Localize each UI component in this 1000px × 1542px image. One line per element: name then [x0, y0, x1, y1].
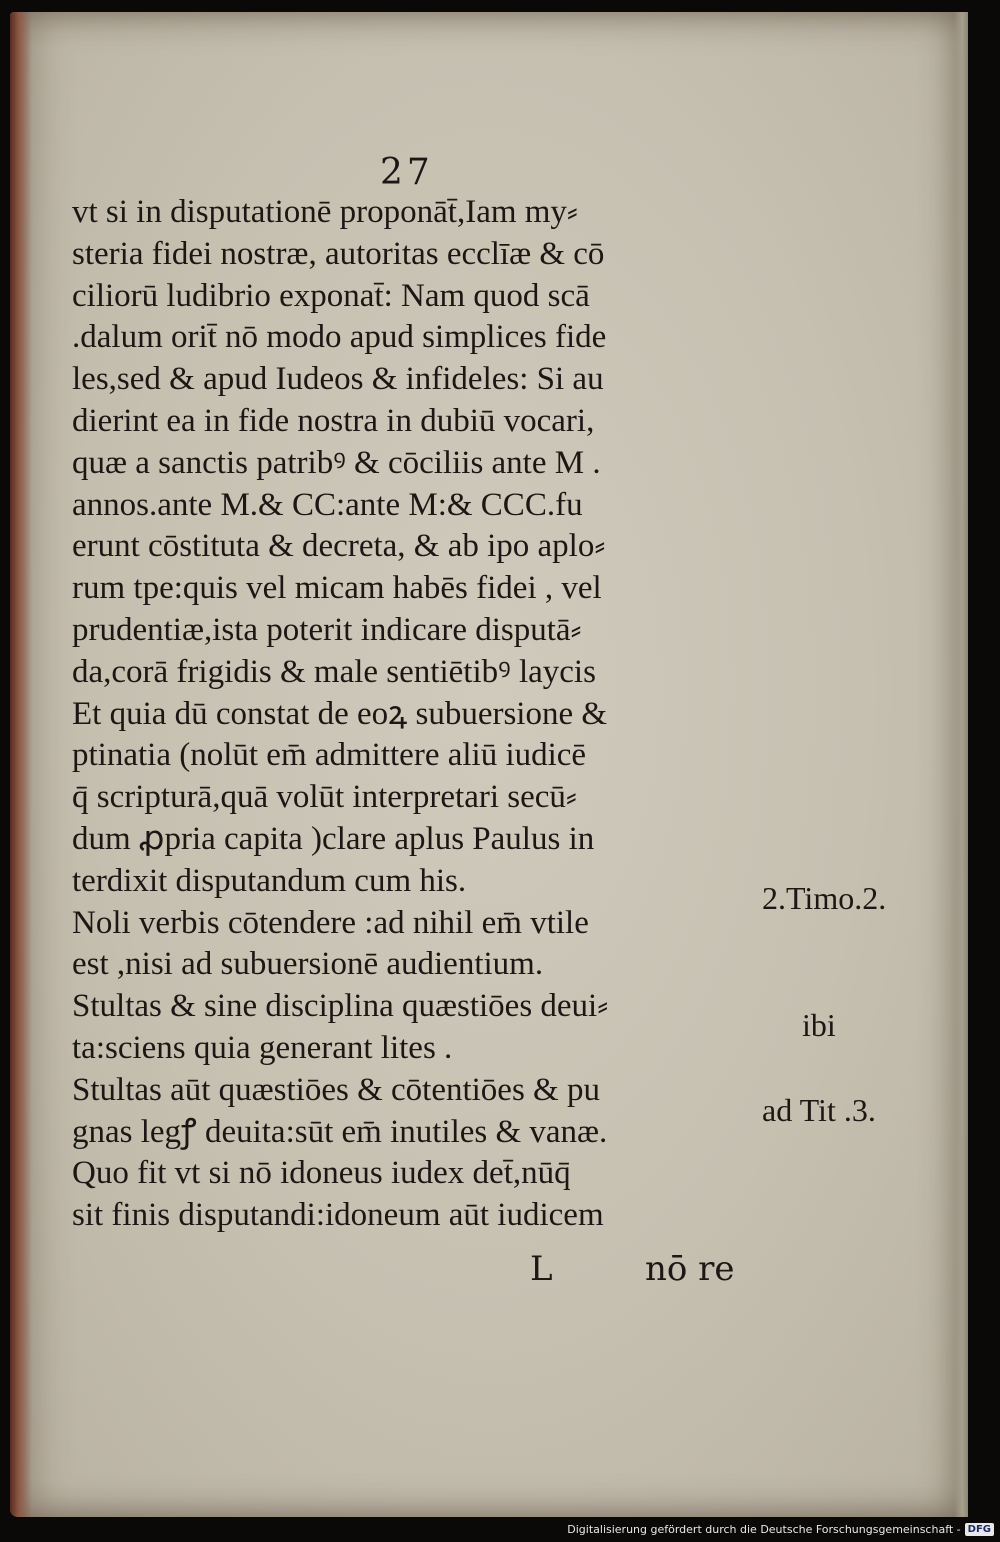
page-edge-shadow — [954, 12, 968, 1517]
text-line: ciliorū ludibrio exponat̄: Nam quod scā — [72, 277, 590, 314]
text-line: Quo fit vt si nō idoneus iudex det̄,nūq̄ — [72, 1155, 571, 1192]
text-line: dum ꝓpria capita )clare aplus Paulus in — [72, 820, 595, 857]
page-number: 27 — [380, 152, 434, 193]
text-line: sit finis disputandi:idoneum aūt iudicem — [72, 1197, 604, 1234]
text-line: est ,nisi ad subuersionē audientium. — [72, 946, 544, 983]
credit-text: Digitalisierung gefördert durch die Deutsche Forschungsgemeinschaft - — [567, 1523, 961, 1536]
text-line: .dalum orit̄ nō modo apud simplices fide — [72, 319, 607, 356]
dfg-logo: DFG — [965, 1523, 994, 1536]
signature-mark: L — [530, 1249, 553, 1289]
margin-note-titus: ad Tit .3. — [762, 1092, 876, 1128]
text-line: Noli verbis cōtendere :ad nihil em̄ vtile — [72, 904, 589, 941]
text-line: Stultas aūt quæstiōes & cōtentiōes & pu — [72, 1071, 600, 1108]
book-page — [10, 12, 968, 1517]
text-line: terdixit disputandum cum his. — [72, 862, 467, 899]
text-line: Stultas & sine disciplina quæstiōes deui⸗ — [72, 988, 609, 1025]
margin-note-timothy: 2.Timo.2. — [762, 880, 887, 916]
text-line: rum tpe:quis vel micam habēs fidei , vel — [72, 570, 602, 607]
text-line: prudentiæ,ista poterit indicare disputā⸗ — [72, 611, 582, 648]
text-line: vt si in disputationē proponāt̄,Iam my⸗ — [72, 194, 578, 230]
page-spine-shadow — [10, 12, 32, 1517]
text-line: da,corā frigidis & male sentiētibꝰ laycis — [72, 653, 596, 690]
text-line: les,sed & apud Iudeos & infideles: Si au — [72, 361, 604, 398]
text-line: dierint ea in fide nostra in dubiū vocari, — [72, 402, 595, 439]
text-line: ta:sciens quia generant lites . — [72, 1029, 453, 1066]
body-text — [72, 192, 762, 1237]
margin-note-ibi: ibi — [802, 1007, 836, 1043]
digitization-credit — [567, 1523, 994, 1536]
text-line: steria fidei nostræ, autoritas ecclīæ & cō — [72, 235, 605, 272]
text-line: annos.ante M.& CC:ante M:& CCC.fu — [72, 486, 583, 523]
text-line: quæ a sanctis patribꝰ & cōciliis ante M . — [72, 444, 601, 481]
text-line: Et quia dū constat de eoꝝ subuersione & — [72, 695, 608, 732]
text-line: q̄ scripturā,quā volūt interpretari secū⸗ — [72, 779, 577, 816]
text-line: gnas legꝭ deuita:sūt em̄ inutiles & vanæ. — [72, 1113, 608, 1150]
text-line: ptinatia (nolūt em̄ admittere aliū iudicē — [72, 737, 587, 774]
catchword: nō re — [645, 1249, 735, 1289]
text-line: erunt cōstituta & decreta, & ab ipo aplo⸗ — [72, 528, 606, 565]
